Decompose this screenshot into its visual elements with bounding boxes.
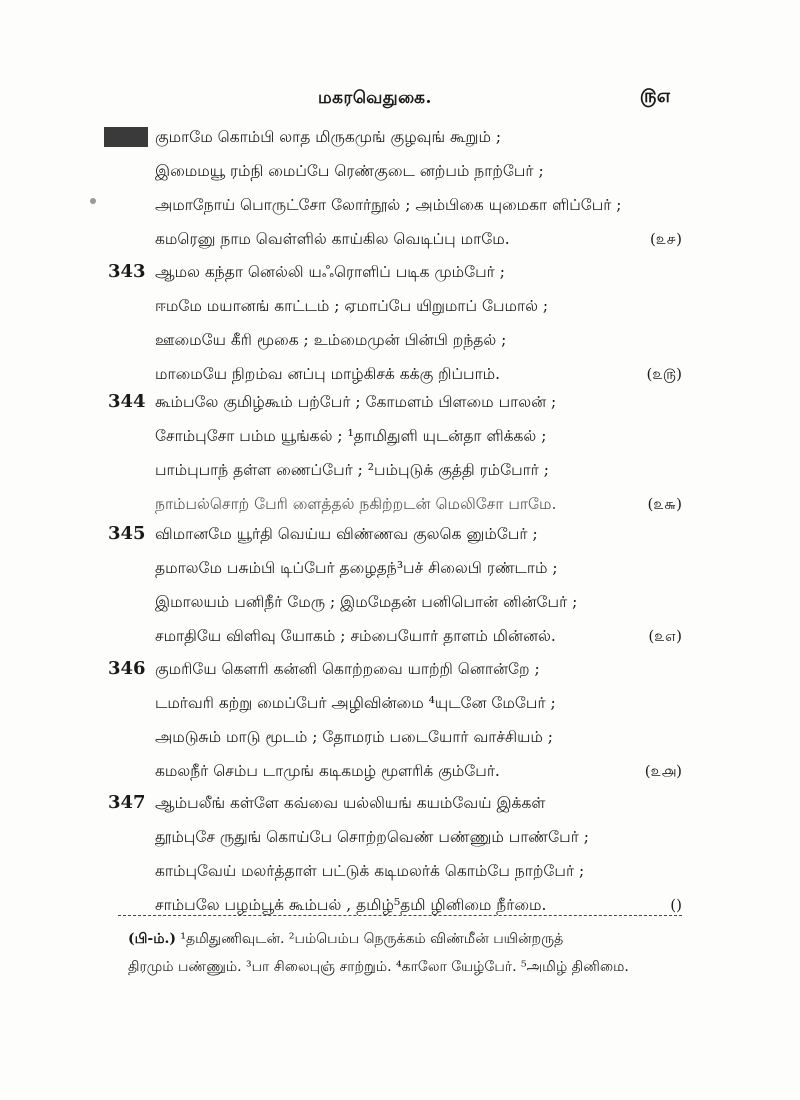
- verse-number: 343: [108, 261, 146, 282]
- verse-line: சமாதியே விளிவு யோகம் ; சம்பையோர் தாளம் மின்னல்.: [155, 627, 556, 645]
- footnote-line: [128, 925, 688, 953]
- verse-line: தமாலமே பசும்பி டிப்பேர் தழைதந்³பச் சிலைபி ரண்டாம் ;: [155, 559, 558, 577]
- verse-lines: [155, 255, 685, 391]
- verse-number: 345: [108, 523, 146, 544]
- margin-dot: [90, 198, 96, 204]
- footnote-text: ¹தமிதுணிவுடன். ²பம்பெம்ப நெருக்கம் விண்மீன் பயின்றருத்: [180, 931, 564, 947]
- verse-number: 346: [108, 658, 146, 679]
- verse-line: ஊமையே கீரி மூகை ; உம்மைமுன் பின்பி றந்தல் ;: [155, 331, 507, 349]
- footnote-block: [128, 925, 688, 981]
- verse-line: கமலநீர் செம்ப டாமுங் கடிகமழ் மூளரிக் கும்பேர்.: [155, 762, 500, 780]
- verse-lines: [155, 786, 685, 922]
- verse-line: பாம்புபாந் தள்ள ணைப்பேர் ; ²பம்புடுக் குத்தி ரம்போர் ;: [155, 461, 549, 479]
- page-header-title: மகரவெதுகை.: [318, 88, 432, 108]
- verse-line: கமரெனு நாம வெள்ளில் காய்கில வெடிப்பு மாமே.: [155, 230, 510, 248]
- footnote-divider: [118, 915, 682, 916]
- verse-reference: (௨௬): [647, 495, 682, 513]
- verse-reference: (௨௮): [644, 762, 682, 780]
- verse-line: டமர்வரி கற்று மைப்பேர் அழிவின்மை ⁴யுடனே மேபேர் ;: [155, 694, 556, 712]
- page-number: ௫௭: [640, 85, 671, 107]
- verse-number: 344: [108, 391, 146, 412]
- verse-line: ஈமமே மயானங் காட்டம் ; ஏமாப்பே யிறுமாப் பேமால் ;: [155, 297, 549, 315]
- verse-reference: (௨௫): [646, 365, 682, 383]
- footnote-line: திரமும் பண்ணும். ³பா சிலைபுஞ் சாற்றும். ⁴காலோ யேழ்பேர். ⁵அமிழ் தினிமை.: [128, 959, 629, 975]
- verse-line: குமரியே கௌரி கன்னி கொற்றவை யாற்றி னொன்றே ;: [155, 660, 540, 678]
- verse-line: அமாநோய் பொருட்சோ லோர்நூல் ; அம்பிகை யுமைகா ளிப்பேர் ;: [155, 196, 622, 214]
- verse-line: காம்புவேய் மலர்த்தாள் பட்டுக் கடிமலர்க் கொம்பே நாற்பேர் ;: [155, 862, 585, 880]
- verse-line: மாமையே நிறம்வ னப்பு மாழ்கிசக் கக்கு றிப்பாம்.: [155, 365, 501, 383]
- verse-lines: [155, 120, 685, 256]
- verse-lines: [155, 652, 685, 788]
- verse-line: அமடுசும் மாடு மூடம் ; தோமரம் படையோர் வாச்சியம் ;: [155, 728, 554, 746]
- verse-lines: [155, 517, 685, 653]
- footnote-label: (பி-ம்.): [128, 931, 176, 947]
- verse-line: சோம்புசோ பம்ம யூங்கல் ; ¹தாமிதுளி யுடன்தா ளிக்கல் ;: [155, 427, 547, 445]
- verse-line: சாம்பலே பழம்பூக் கூம்பல் , தமிழ்⁵தமி ழினிமை நீர்மை.: [155, 896, 547, 914]
- verse-reference: (௨௪): [649, 230, 682, 248]
- verse-line: ஆம்பலீங் கள்ளே கவ்வை யல்லியங் கயம்வேய் இக்கள்: [155, 794, 546, 812]
- verse-line: நாம்பல்சொற் பேரி ளைத்தல் நகிற்றடன் மெலிசோ பாமே.: [155, 495, 557, 513]
- verse-line: தூம்புசே ருதுங் கொய்பே சொற்றவெண் பண்ணும் பாண்பேர் ;: [155, 828, 589, 846]
- verse-line: குமாமே கொம்பி லாத மிருகமுங் குழவுங் கூறும் ;: [155, 128, 502, 146]
- verse-line: ஆமல கந்தா னெல்லி யஃரொளிப் படிக மும்பேர் ;: [155, 263, 505, 281]
- verse-line: விமானமே யூர்தி வெய்ய விண்ணவ குலகெ னும்பேர் ;: [155, 525, 538, 543]
- verse-number: 341: [104, 127, 148, 147]
- verse-line: இமாலயம் பனிநீர் மேரு ; இமமேதன் பனிபொன் னின்பேர் ;: [155, 593, 578, 611]
- verse-line: இமைமயூ ரம்நி மைப்பே ரெண்குடை னற்பம் நாற்பேர் ;: [155, 162, 544, 180]
- verse-number: 347: [108, 792, 146, 813]
- verse-reference: (௨௭): [648, 627, 682, 645]
- verse-reference: (): [670, 896, 682, 914]
- verse-lines: [155, 385, 685, 521]
- verse-line: கூம்பலே குமிழ்கூம் பற்பேர் ; கோமளம் பிளமை பாலன் ;: [155, 393, 557, 411]
